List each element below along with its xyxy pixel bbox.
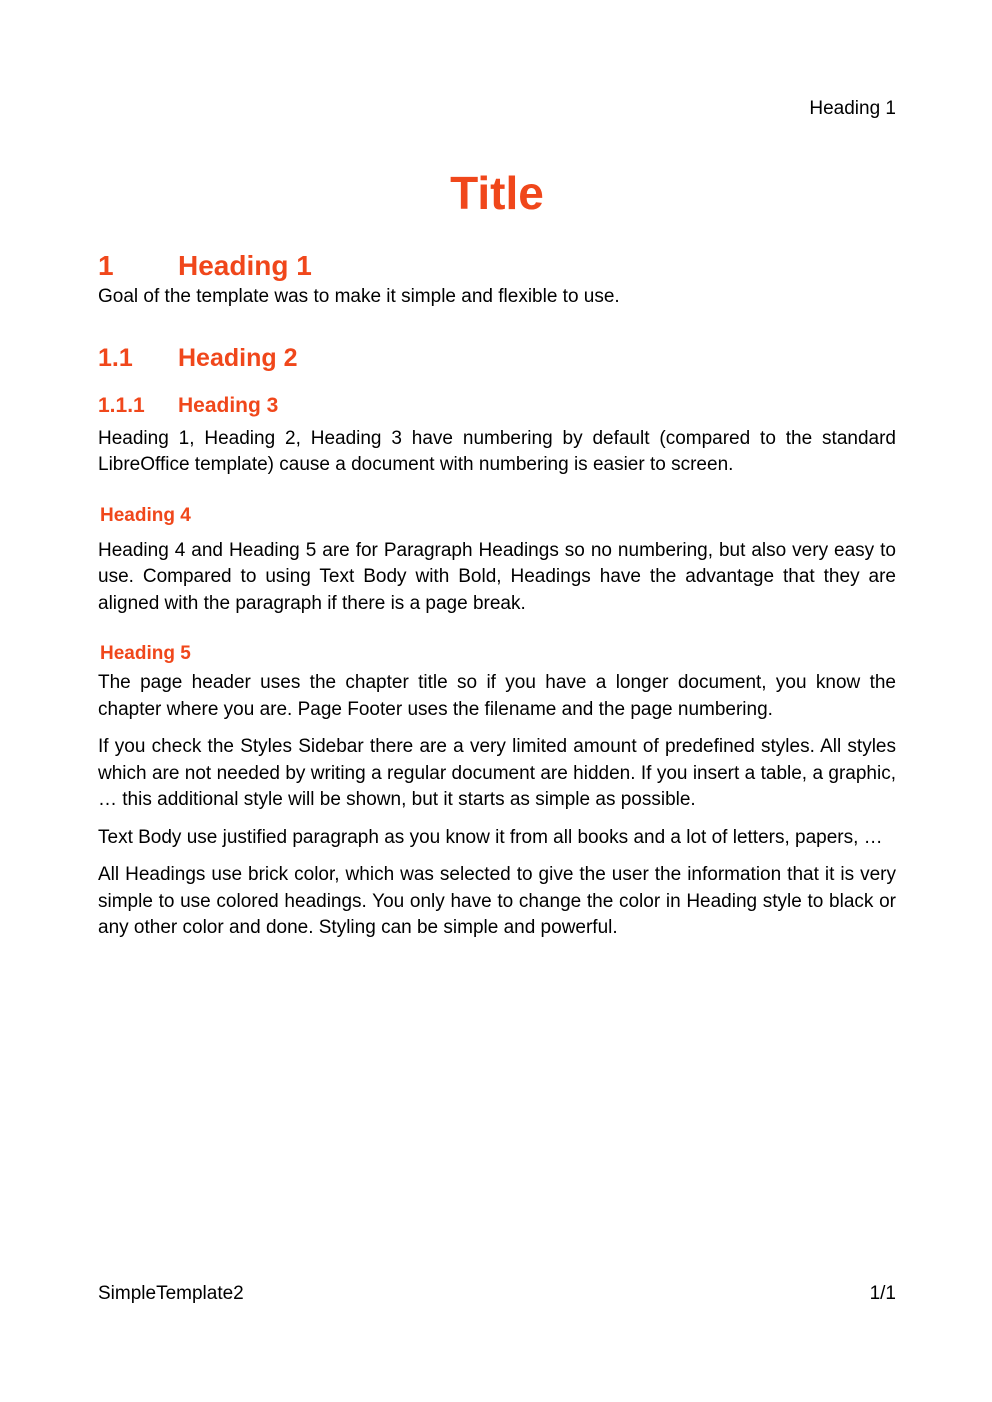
- heading-1-number: 1: [98, 250, 114, 281]
- heading-4: Heading 4: [100, 504, 191, 526]
- paragraph-numbering: Heading 1, Heading 2, Heading 3 have numbering by default (compared to the standard LibreOffice template) cause a document with numbering is easier to screen.: [98, 427, 896, 475]
- paragraph-goal: Goal of the template was to make it simple and flexible to use.: [98, 286, 620, 307]
- paragraph-text-body: Text Body use justified paragraph as you know it from all books and a lot of letters, papers, …: [98, 826, 883, 848]
- heading-3: [98, 393, 896, 419]
- page-footer: [98, 1283, 896, 1305]
- heading-3-number: 1.1.1: [98, 393, 145, 417]
- heading-1-text: Heading 1: [178, 250, 312, 281]
- paragraph-styles-sidebar: If you check the Styles Sidebar there are a very limited amount of predefined styles. All styles which are not needed by writing a regular document are hidden. If you insert a table, a graphic, … this additional style will be shown, but it starts as simple as possible.: [98, 736, 896, 810]
- document-body: [98, 164, 896, 942]
- heading-5: Heading 5: [100, 643, 191, 664]
- heading-2: [98, 343, 896, 373]
- heading-2-number: 1.1: [98, 343, 133, 372]
- heading-3-text: Heading 3: [178, 393, 279, 417]
- heading-1: [98, 249, 896, 283]
- paragraph-page-header: The page header uses the chapter title so if you have a longer document, you know the chapter where you are. Page Footer uses the filename and the page numbering.: [98, 672, 896, 720]
- page-header-chapter: Heading 1: [809, 98, 896, 119]
- document-title: Title: [450, 167, 544, 219]
- footer-page-number: 1/1: [869, 1283, 896, 1304]
- heading-2-text: Heading 2: [178, 343, 298, 372]
- paragraph-paragraph-headings: Heading 4 and Heading 5 are for Paragraph Headings so no numbering, but also very easy to use. Compared to using Text Body with Bold, Headings have the advantage that they are aligned with the paragraph if there is a page break.: [98, 539, 896, 614]
- paragraph-colors: All Headings use brick color, which was selected to give the user the information that it is very simple to use colored headings. You only have to change the color in Heading style to black or any other color and done. Styling can be simple and powerful.: [98, 864, 896, 938]
- footer-filename: SimpleTemplate2: [98, 1283, 244, 1304]
